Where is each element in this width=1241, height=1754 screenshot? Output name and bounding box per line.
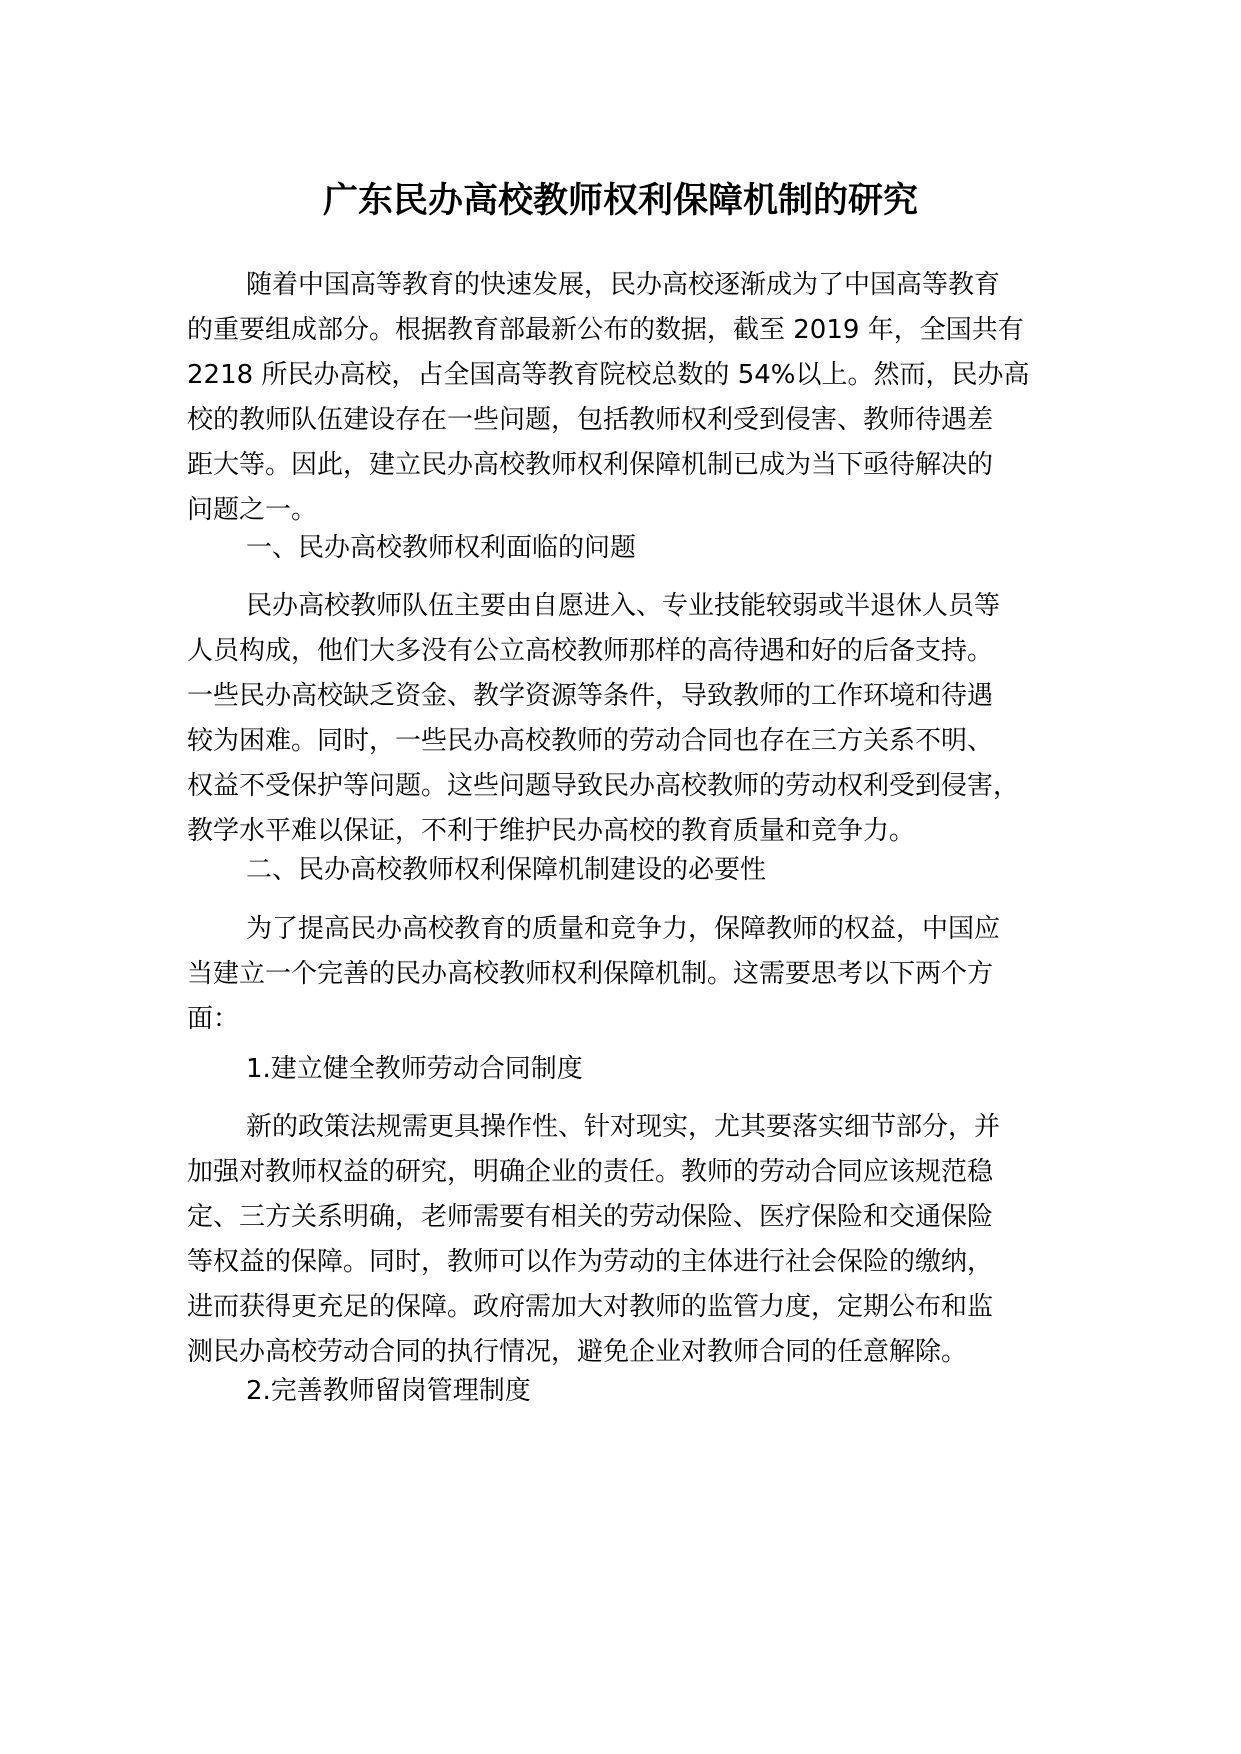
paragraph-line: 加强对教师权益的研究，明确企业的责任。教师的劳动合同应该规范稳 [187,1157,994,1187]
paragraph-intro [187,263,1087,533]
paragraph-labor-contract [187,1105,1087,1375]
section-heading-2 [187,848,1087,893]
paragraph-necessity [187,907,1087,1042]
subheading-1 [187,1047,1087,1092]
subheading-2 [187,1369,1087,1414]
paragraph-line: 教学水平难以保证，不利于维护民办高校的教育质量和竞争力。 [187,816,916,846]
paragraph-line: 当建立一个完善的民办高校教师权利保障机制。这需要思考以下两个方 [187,959,994,989]
paragraph-line: 进而获得更充足的保障。政府需加大对教师的监管力度，定期公布和监 [187,1292,994,1322]
paragraph-line: 校的教师队伍建设存在一些问题，包括教师权利受到侵害、教师待遇差 [187,405,994,435]
document-title: 广东民办高校教师权利保障机制的研究 [322,181,918,221]
heading-line: 二、民办高校教师权利保障机制建设的必要性 [246,855,767,885]
paragraph-line: 距大等。因此，建立民办高校教师权利保障机制已成为当下亟待解决的 [187,450,994,480]
heading-line: 1.建立健全教师劳动合同制度 [246,1054,583,1084]
paragraph-line: 2218 所民办高校，占全国高等教育院校总数的 54%以上。然而，民办高 [187,360,1030,390]
paragraph-line: 问题之一。 [187,495,318,525]
paragraph-line: 一些民办高校缺乏资金、教学资源等条件，导致教师的工作环境和待遇 [187,681,994,711]
paragraph-problems [187,584,1087,854]
paragraph-line: 的重要组成部分。根据教育部最新公布的数据，截至 2019 年，全国共有 [187,315,1024,345]
paragraph-line: 民办高校教师队伍主要由自愿进入、专业技能较弱或半退休人员等 [246,591,1001,621]
heading-line: 2.完善教师留岗管理制度 [246,1376,531,1406]
paragraph-line: 定、三方关系明确，老师需要有相关的劳动保险、医疗保险和交通保险 [187,1202,994,1232]
paragraph-line: 为了提高民办高校教育的质量和竞争力，保障教师的权益，中国应 [246,914,1001,944]
paragraph-line: 新的政策法规需更具操作性、针对现实，尤其要落实细节部分，并 [246,1112,1001,1142]
paragraph-line: 测民办高校劳动合同的执行情况，避免企业对教师合同的任意解除。 [187,1337,968,1367]
paragraph-line: 较为困难。同时，一些民办高校教师的劳动合同也存在三方关系不明、 [187,726,994,756]
heading-line: 一、民办高校教师权利面临的问题 [246,533,637,563]
paragraph-line: 人员构成，他们大多没有公立高校教师那样的高待遇和好的后备支持。 [187,636,994,666]
paragraph-line: 面： [187,1004,240,1034]
paragraph-line: 等权益的保障。同时，教师可以作为劳动的主体进行社会保险的缴纳， [187,1247,994,1277]
paragraph-line: 随着中国高等教育的快速发展，民办高校逐渐成为了中国高等教育 [246,270,1001,300]
section-heading-1 [187,526,1087,571]
paragraph-line: 权益不受保护等问题。这些问题导致民办高校教师的劳动权利受到侵害， [187,771,1020,801]
